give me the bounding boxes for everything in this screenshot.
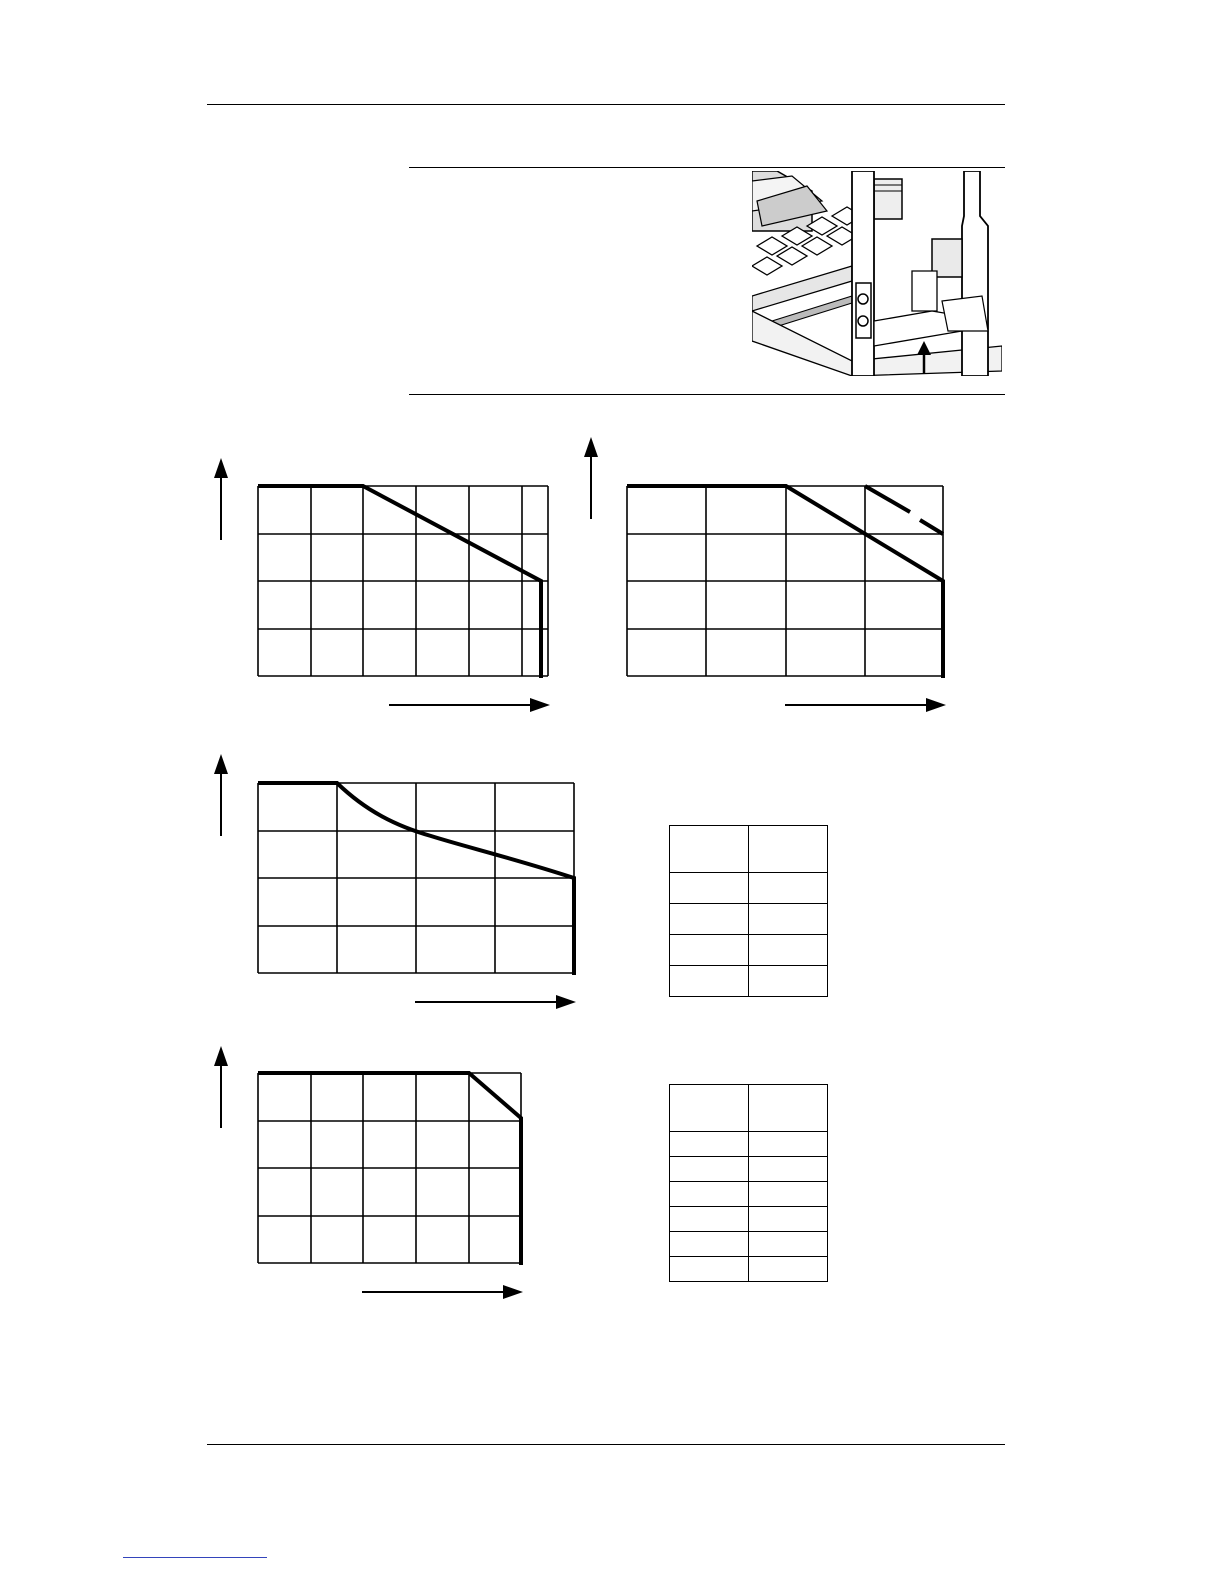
figure-bottom-rule <box>409 394 1005 395</box>
table-row <box>670 1232 828 1257</box>
chart-b-x-axis-arrow <box>784 696 948 716</box>
chart-d <box>256 1071 524 1267</box>
chart-c-x-axis-arrow <box>414 993 578 1013</box>
chart-d-derating-curve <box>258 1073 521 1265</box>
footer-rule <box>207 1444 1005 1445</box>
table-row <box>670 1257 828 1282</box>
chart-a-x-axis-arrow <box>388 696 552 716</box>
figure-top-rule <box>409 167 1005 168</box>
chart-c <box>256 781 578 977</box>
chart-d-y-axis-arrow <box>212 1044 232 1130</box>
chart-a <box>256 484 550 680</box>
table-row <box>670 1207 828 1232</box>
table-row <box>670 904 828 935</box>
table-row <box>670 873 828 904</box>
chart-b <box>625 484 947 680</box>
table-row <box>670 1132 828 1157</box>
chart-c-y-axis-arrow <box>212 752 232 838</box>
chart-a-y-axis-arrow <box>212 456 232 542</box>
header-rule <box>207 104 1005 105</box>
chart-a-derating-curve <box>258 486 541 678</box>
chart-b-derating-line-1 <box>627 486 943 678</box>
table-row <box>670 1182 828 1207</box>
table-row <box>670 1157 828 1182</box>
footer-link-underline[interactable] <box>123 1557 267 1558</box>
table-2-header-row <box>670 1085 828 1132</box>
chart-b-y-axis-arrow <box>582 435 602 521</box>
table-row <box>670 966 828 997</box>
connector-illustration <box>752 171 1002 376</box>
table-1 <box>669 825 828 997</box>
table-1-header-row <box>670 826 828 873</box>
table-2 <box>669 1084 828 1282</box>
table-row <box>670 935 828 966</box>
chart-d-x-axis-arrow <box>361 1283 525 1303</box>
